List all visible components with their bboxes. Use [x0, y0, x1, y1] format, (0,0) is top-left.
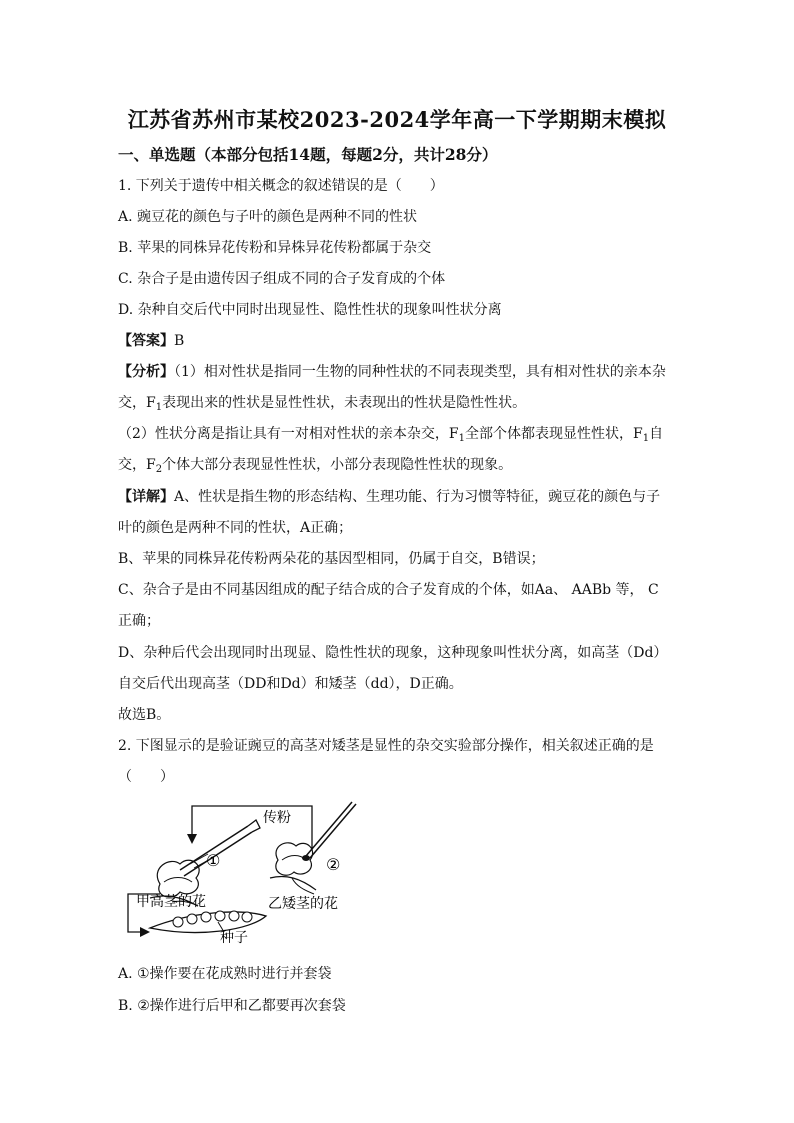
- page-title: 江苏省苏州市某校2023-2024学年高一下学期期末模拟: [127, 107, 667, 132]
- label-flower-b: 乙矮茎的花: [268, 896, 338, 912]
- q1-detail-line-1: [118, 487, 660, 507]
- q1-stem: 1. 下列关于遗传中相关概念的叙述错误的是（ ）: [118, 178, 444, 194]
- q1-detail-line-7: 自交后代出现高茎（DD和Dd）和矮茎（dd），D正确。: [118, 676, 463, 692]
- q1-detail-line-3: B、苹果的同株异花传粉两朵花的基因型相同，仍属于自交，B错误；: [118, 551, 545, 567]
- subscript: 1: [642, 433, 650, 444]
- arrowhead-icon: [140, 927, 150, 937]
- q1-option-b: B. 苹果的同株异花传粉和异株异花传粉都属于杂交: [118, 240, 432, 256]
- analysis-text: （1）相对性状是指同一生物的同种性状的不同表现类型，具有相对性状的亲本杂: [174, 364, 666, 380]
- label-step-2: ②: [326, 855, 341, 874]
- answer-tag: 【答案】: [118, 333, 174, 349]
- subscript: 1: [155, 402, 163, 413]
- q2-stem-line-1: 2. 下图显示的是验证豌豆的高茎对矮茎是显性的杂交实验部分操作，相关叙述正确的是: [118, 738, 654, 754]
- q1-option-d: D. 杂种自交后代中同时出现显性、隐性性状的现象叫性状分离: [118, 302, 502, 318]
- analysis-tag: 【分析】: [118, 364, 174, 380]
- q2-option-a: A. ①操作要在花成熟时进行并套袋: [118, 966, 332, 982]
- detail-tag: 【详解】: [118, 489, 174, 505]
- subscript: 1: [458, 433, 465, 444]
- label-step-1: ①: [206, 851, 221, 870]
- subscript: 2: [155, 464, 163, 475]
- pollination-diagram: [120, 798, 370, 958]
- q1-analysis-line-3: [118, 424, 663, 449]
- analysis-text: 全部个体都表现显性性状，F: [465, 426, 643, 442]
- flower-b-drawing: [270, 843, 316, 894]
- q1-analysis-line-1: [118, 362, 666, 382]
- arrowhead-icon: [187, 834, 197, 844]
- q1-detail-line-2: 叶的颜色是两种不同的性状，A正确；: [118, 520, 353, 536]
- pea-pod-drawing: [150, 911, 266, 932]
- q1-analysis-line-4: [118, 455, 512, 480]
- label-flower-a: 甲高茎的花: [136, 894, 206, 910]
- label-seed: 种子: [220, 930, 248, 946]
- section-heading: 一、单选题（本部分包括14题，每题2分，共计28分）: [118, 145, 498, 164]
- q1-detail-line-5: 正确；: [118, 613, 160, 629]
- q1-option-c: C. 杂合子是由遗传因子组成不同的合子发育成的个体: [118, 271, 446, 287]
- analysis-text: 交，F: [118, 457, 156, 473]
- brush-2-icon: [302, 802, 356, 861]
- q1-conclusion: 故选B。: [118, 707, 171, 723]
- q1-detail-line-4: C、杂合子是由不同基因组成的配子结合成的合子发育成的个体，如Aa、 AABb 等， C: [118, 582, 659, 598]
- q2-option-b: B. ②操作进行后甲和乙都要再次套袋: [118, 998, 346, 1014]
- q1-answer: [118, 331, 184, 351]
- analysis-text: 表现出来的性状是显性性状，未表现出的性状是隐性性状。: [162, 395, 527, 411]
- detail-text: A、性状是指生物的形态结构、生理功能、行为习惯等特征，豌豆花的颜色与子: [174, 489, 661, 505]
- label-pollination: 传粉: [263, 810, 291, 826]
- q1-option-a: A. 豌豆花的颜色与子叶的颜色是两种不同的性状: [118, 209, 418, 225]
- analysis-text: 交，F: [118, 395, 156, 411]
- q2-stem-line-2: （ ）: [118, 769, 174, 785]
- q1-detail-line-6: D、杂种后代会出现同时出现显、隐性性状的现象，这种现象叫性状分离，如高茎（Dd）: [118, 645, 668, 661]
- q1-analysis-line-2: [118, 393, 526, 418]
- analysis-text: （2）性状分离是指让具有一对相对性状的亲本杂交，F: [118, 426, 459, 442]
- analysis-text: 个体大部分表现显性性状，小部分表现隐性性状的现象。: [162, 457, 513, 473]
- answer-value: B: [174, 333, 185, 349]
- analysis-text: 自: [649, 426, 664, 442]
- pollination-figure: [120, 798, 370, 958]
